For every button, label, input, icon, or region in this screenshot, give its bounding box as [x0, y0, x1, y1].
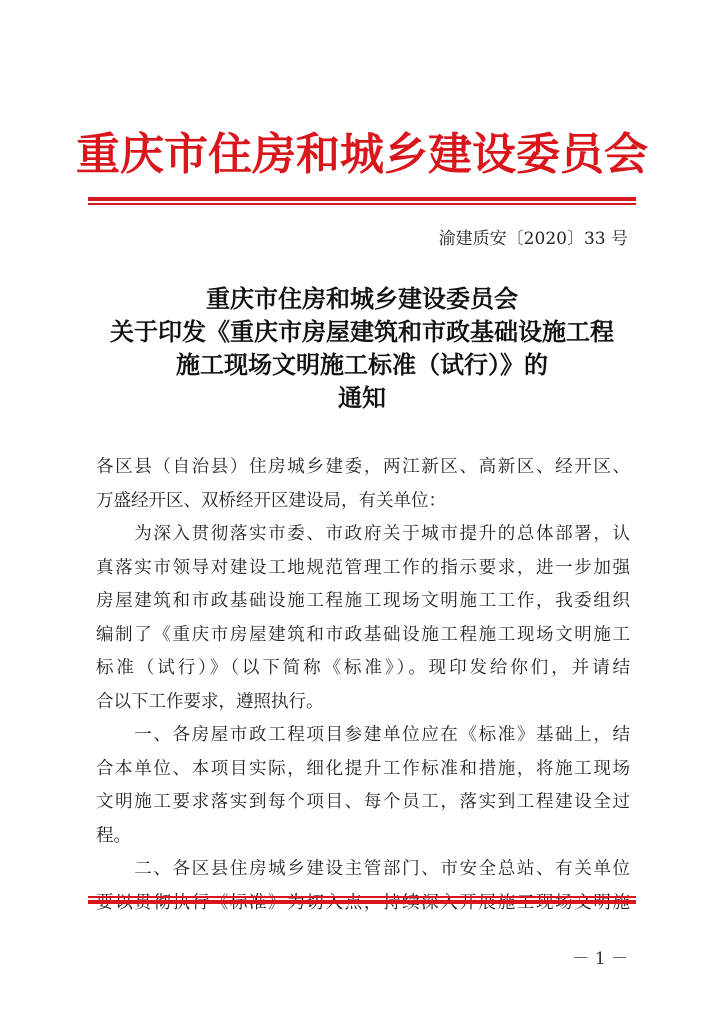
notice-body: [96, 451, 630, 920]
body-line: 万盛经开区、双桥经开区建设局，有关单位：: [96, 490, 446, 511]
red-header-rule: [88, 197, 636, 206]
title-line: 施工现场文明施工标准（试行）》的: [176, 350, 548, 379]
title-line: 重庆市住房和城乡建设委员会: [206, 284, 518, 313]
body-line: 二、各区县住房城乡建设主管部门、市安全总站、有关单位: [96, 859, 630, 879]
red-rule-thin: [88, 203, 636, 205]
body-line: 各区县（自治县）住房城乡建委，两江新区、高新区、经开区、: [96, 457, 630, 477]
body-line: 合本单位、本项目实际，细化提升工作标准和措施，将施工现场: [96, 758, 630, 779]
body-line: 房屋建筑和市政基础设施工程施工现场文明施工工作，我委组织: [96, 591, 630, 611]
body-line: 一、各房屋市政工程项目参建单位应在《标准》基础上，结: [96, 725, 630, 745]
masthead-title: 重庆市住房和城乡建设委员会: [76, 129, 648, 180]
notice-title: [70, 282, 654, 414]
body-line: 编制了《重庆市房屋建筑和市政基础设施工程施工现场文明施工: [96, 624, 630, 645]
red-rule-thin: [88, 896, 636, 898]
document-number: 渝建质安〔2020〕33 号: [438, 229, 628, 249]
body-line: 程。: [96, 825, 131, 846]
red-rule-thick: [88, 900, 636, 904]
body-line: 合以下工作要求，遵照执行。: [96, 691, 324, 712]
page-number: － 1 －: [572, 949, 628, 969]
red-footer-rule: [88, 896, 636, 905]
title-line: 关于印发《重庆市房屋建筑和市政基础设施工程: [110, 317, 614, 346]
body-line: 为深入贯彻落实市委、市政府关于城市提升的总体部署，认: [96, 524, 630, 544]
body-line: 标准（试行）》（以下简称《标准》）。现印发给你们，并请结: [96, 658, 630, 678]
body-line: 文明施工要求落实到每个项目、每个员工，落实到工程建设全过: [96, 792, 630, 812]
red-rule-thick: [88, 197, 636, 201]
body-line: 真落实市领导对建设工地规范管理工作的指示要求，进一步加强: [96, 557, 630, 578]
title-line: 通知: [338, 383, 386, 412]
